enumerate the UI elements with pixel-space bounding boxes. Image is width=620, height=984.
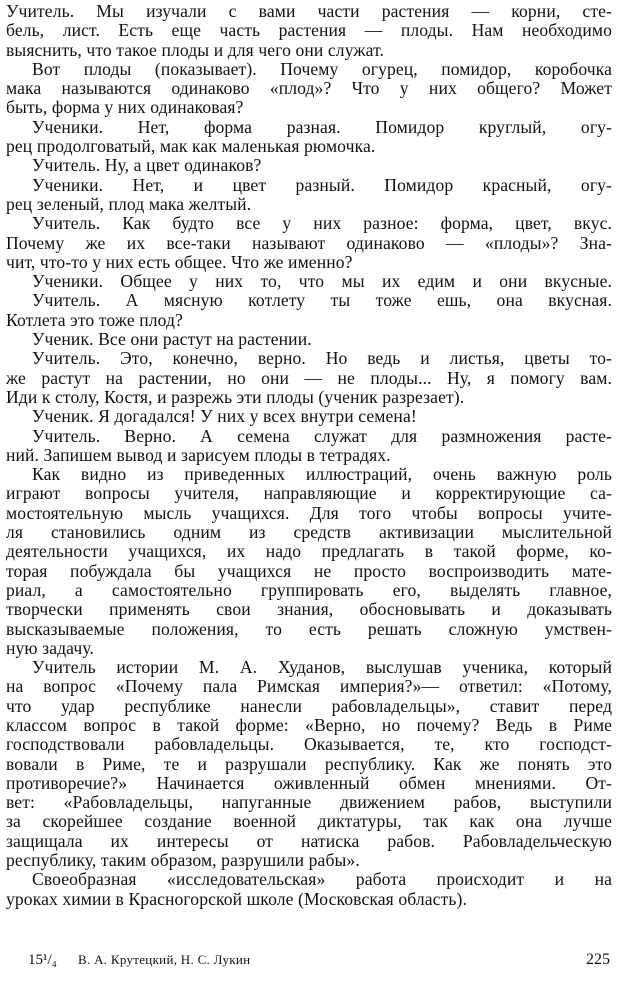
text-line: уроках химии в Красногорской школе (Московская область). (6, 888, 467, 909)
text-line: играют вопросы учителя, направляющие и корректирующие са- (6, 483, 612, 504)
text-line: ля становились одним из средств активизации мыслительной (6, 522, 612, 543)
signature-mark: 15¹/₄ (28, 952, 57, 968)
text-line: республику, таким образом, разрушили рабы». (6, 850, 360, 871)
text-line: рец продолговатый, мак как маленькая рюмочка. (6, 136, 376, 157)
text-line: вовали в Риме, те и разрушали республику. Как же понять это (6, 753, 612, 774)
text-line: рец зеленый, плод мака желтый. (6, 193, 252, 214)
text-line: Учитель. Ну, а цвет одинаков? (32, 155, 262, 176)
text-line: Вот плоды (показывает). Почему огурец, помидор, коробочка (32, 58, 612, 79)
text-line: Учитель истории М. А. Худанов, выслушав ученика, который (32, 657, 612, 678)
text-line: вет: «Рабовладельцы, напуганные движением рабов, выступили (6, 792, 612, 813)
text-line: Иди к столу, Костя, и разрежь эти плоды (ученик разрезает). (6, 386, 465, 407)
text-line: Ученики. Общее у них то, что мы их едим и они вкусные. (32, 271, 612, 292)
text-line: Учитель. Мы изучали с вами части растения — корни, сте- (6, 1, 612, 21)
text-line: Учитель. Как будто все у них разное: форма, цвет, вкус. (32, 213, 612, 234)
text-line: Учитель. А мясную котлету ты тоже ешь, она вкусная. (32, 290, 612, 311)
text-line: мостоятельную мысль учащихся. Для того чтобы вопросы учите- (6, 502, 612, 523)
page-footer (6, 948, 612, 972)
text-line: риал, а самостоятельно группировать его, выделять главное, (6, 579, 612, 600)
text-line: высказываемые положения, то есть решать сложную умствен- (6, 618, 612, 639)
text-line: классом вопрос в такой форме: «Верно, но почему? Ведь в Риме (6, 714, 612, 735)
text-line: Как видно из приведенных иллюстраций, очень важную роль (32, 464, 612, 485)
text-line: что удар республике нанесли рабовладельцы», ставит перед (6, 695, 612, 716)
text-line: быть, форма у них одинаковая? (6, 97, 244, 118)
text-line: творчески применять свои знания, обосновывать и доказывать (6, 599, 612, 620)
text-line: деятельности учащихся, их надо предлагать в такой форме, ко- (6, 541, 612, 562)
text-line: мака называются одинаково «плод»? Что у них общего? Может (6, 78, 612, 99)
text-line: Учитель. Верно. А семена служат для размножения расте- (32, 425, 612, 446)
text-line: выяснить, что такое плоды и для чего они служат. (6, 39, 385, 60)
text-line: Котлета это тоже плод? (6, 309, 183, 330)
text-line: же растут на растении, но они — не плоды... Ну, я помогу вам. (6, 367, 612, 388)
text-line: Ученик. Я догадался! У них у всех внутри семена! (32, 406, 417, 427)
text-line: Ученики. Нет, и цвет разный. Помидор красный, огу- (32, 174, 612, 195)
text-line: противоречие?» Начинается оживленный обмен мнениями. От- (6, 772, 612, 793)
page-number: 225 (586, 951, 610, 968)
text-line: бель, лист. Есть еще часть растения — плоды. Нам необходимо (6, 20, 612, 41)
text-line: торая побуждала бы учащихся не просто воспроизводить мате- (6, 560, 612, 581)
text-line: Своеобразная «исследовательская» работа происходит и на (32, 869, 612, 890)
text-line: защищала их интересы от натиска рабов. Рабовладельческую (6, 830, 612, 851)
text-line: ную задачу. (6, 637, 94, 658)
footer-authors: В. А. Крутецкий, Н. С. Лукин (78, 952, 251, 967)
text-line: Учитель. Это, конечно, верно. Но ведь и листья, цветы то- (32, 348, 612, 369)
text-line: Ученик. Все они растут на растении. (32, 329, 312, 350)
text-line: за скорейшее создание военной диктатуры, так как она лучше (6, 811, 612, 832)
text-line: ний. Запишем вывод и зарисуем плоды в тетрадях. (6, 444, 391, 465)
page-body-text (6, 2, 612, 909)
text-line: на вопрос «Почему пала Римская империя?»— ответил: «Потому, (6, 676, 612, 697)
text-line: господствовали рабовладельцы. Оказывается, те, кто господст- (6, 734, 612, 755)
text-line: чит, что-то у них есть общее. Что же именно? (6, 251, 353, 272)
text-line: Почему же их все-таки называют одинаково — «плоды»? Зна- (6, 232, 612, 253)
text-line: Ученики. Нет, форма разная. Помидор круглый, огу- (32, 116, 612, 137)
